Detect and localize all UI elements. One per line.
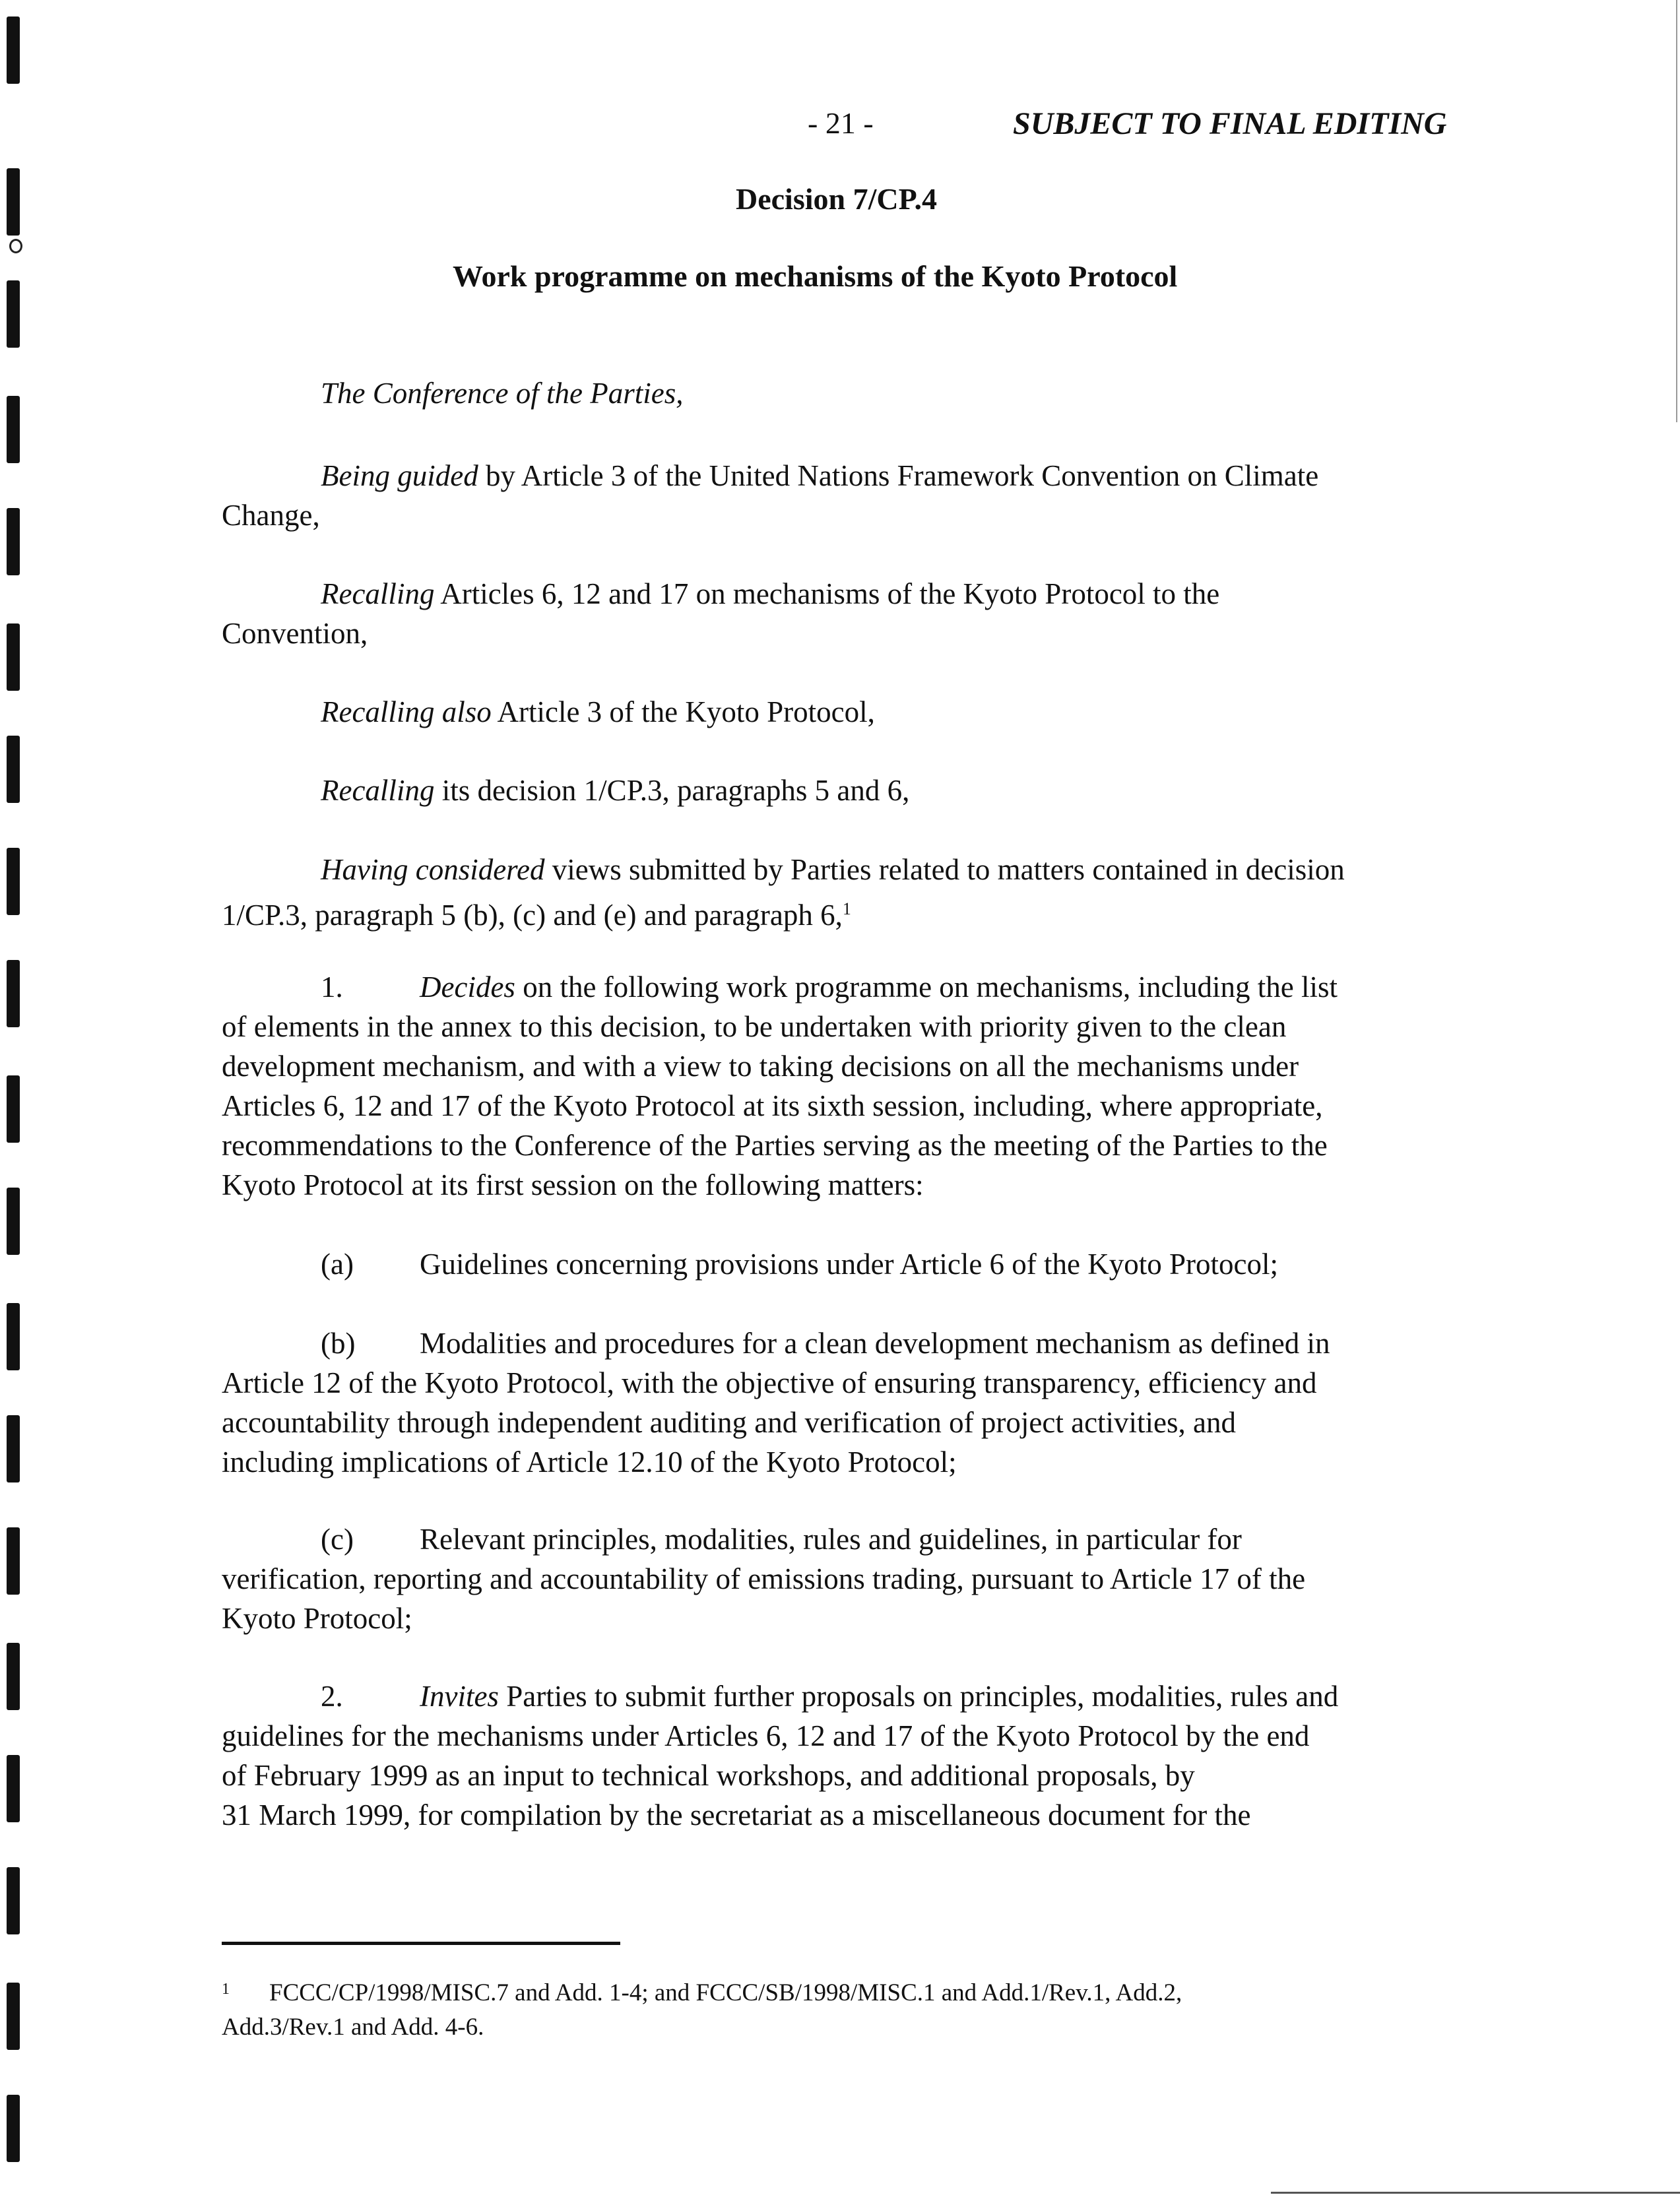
paragraph-text: Articles 6, 12 and 17 of the Kyoto Protocol at its sixth session, including, where appropriate, [222, 1089, 1323, 1122]
paragraph-number: 2. [321, 1680, 343, 1713]
paragraph-text: Article 3 of the Kyoto Protocol, [491, 695, 875, 728]
preamble-text: The Conference of the Parties, [321, 377, 684, 410]
binder-mark [7, 2095, 20, 2162]
emphasis-text: Recalling [321, 577, 435, 610]
binder-mark [7, 1075, 20, 1143]
editing-status: SUBJECT TO FINAL EDITING [1013, 106, 1447, 141]
paragraph-text: Relevant principles, modalities, rules and guidelines, in particular for [420, 1523, 1242, 1556]
paragraph-text: Convention, [222, 617, 368, 650]
footnote-text: FCCC/CP/1998/MISC.7 and Add. 1-4; and FCCC/SB/1998/MISC.1 and Add.1/Rev.1, Add.2, [269, 1979, 1182, 2006]
paragraph-text: its decision 1/CP.3, paragraphs 5 and 6, [434, 774, 910, 807]
document-title: Work programme on mechanisms of the Kyoto Protocol [453, 259, 1178, 293]
paragraph-number: 1. [321, 971, 343, 1004]
paragraph-text: guidelines for the mechanisms under Articles 6, 12 and 17 of the Kyoto Protocol by the end [222, 1719, 1310, 1752]
page-edge-line [1676, 0, 1677, 422]
emphasis-text: Having considered [321, 853, 545, 886]
paragraph-text: Articles 6, 12 and 17 on mechanisms of the Kyoto Protocol to the [434, 577, 1220, 610]
binder-mark [7, 16, 20, 84]
paragraph-text: Change, [222, 499, 320, 532]
paragraph-text: Kyoto Protocol; [222, 1602, 412, 1635]
binder-mark [7, 1527, 20, 1595]
list-item-c [222, 1519, 1469, 1638]
preamble-paragraph [222, 771, 1469, 810]
decision-heading: Decision 7/CP.4 [736, 182, 937, 216]
paragraph-text: Kyoto Protocol at its first session on the following matters: [222, 1168, 924, 1201]
preamble-paragraph [222, 692, 1469, 732]
item-label: (b) [321, 1327, 356, 1360]
binder-mark [7, 623, 20, 691]
operative-paragraph-2 [222, 1676, 1469, 1835]
paragraph-text: Guidelines concerning provisions under Article 6 of the Kyoto Protocol; [420, 1248, 1279, 1281]
binder-mark [7, 848, 20, 915]
paragraph-text: development mechanism, and with a view to taking decisions on all the mechanisms under [222, 1050, 1299, 1083]
paragraph-text: accountability through independent auditing and verification of project activities, and [222, 1406, 1237, 1439]
binder-mark [7, 1983, 20, 2050]
paragraph-text: 1/CP.3, paragraph 5 (b), (c) and (e) and paragraph 6, [222, 899, 843, 932]
preamble-paragraph [222, 850, 1469, 935]
paragraph-text: of elements in the annex to this decision, to be undertaken with priority given to the clean [222, 1010, 1287, 1043]
emphasis-text: Decides [420, 971, 515, 1004]
binder-mark [7, 736, 20, 803]
paragraph-text: on the following work programme on mechanisms, including the list [515, 971, 1338, 1004]
scan-bottom-line [1271, 2192, 1680, 2194]
paragraph-text: Parties to submit further proposals on principles, modalities, rules and [498, 1680, 1339, 1713]
operative-paragraph-1 [222, 967, 1469, 1205]
paragraph-text: Article 12 of the Kyoto Protocol, with the objective of ensuring transparency, efficiency and [222, 1366, 1317, 1399]
binder-mark [7, 508, 20, 575]
footnote-reference: 1 [842, 899, 851, 918]
paragraph-text: by Article 3 of the United Nations Framework Convention on Climate [478, 459, 1319, 492]
binder-mark [7, 1643, 20, 1710]
paragraph-text: of February 1999 as an input to technical workshops, and additional proposals, by [222, 1759, 1195, 1792]
footnote-separator [222, 1942, 620, 1945]
binder-mark [7, 960, 20, 1027]
binder-mark [7, 1867, 20, 1934]
emphasis-text: Recalling [321, 774, 435, 807]
emphasis-text: Being guided [321, 459, 478, 492]
item-label: (a) [321, 1248, 354, 1281]
paragraph-text: Modalities and procedures for a clean development mechanism as defined in [420, 1327, 1330, 1360]
binder-mark [7, 1188, 20, 1255]
binder-mark [7, 280, 20, 348]
emphasis-text: Invites [420, 1680, 499, 1713]
emphasis-text: Recalling also [321, 695, 492, 728]
footnote-text: Add.3/Rev.1 and Add. 4-6. [222, 2014, 484, 2041]
binder-mark [7, 396, 20, 463]
binder-mark [7, 168, 20, 236]
binder-mark [7, 1415, 20, 1482]
item-label: (c) [321, 1523, 354, 1556]
binder-mark [7, 1755, 20, 1822]
paragraph-text: verification, reporting and accountability of emissions trading, pursuant to Article 17 of the [222, 1562, 1306, 1595]
list-item-a [222, 1244, 1469, 1284]
list-item-b [222, 1323, 1469, 1482]
page-number: - 21 - [808, 106, 874, 140]
scan-speck [9, 239, 22, 253]
paragraph-text: views submitted by Parties related to matters contained in decision [544, 853, 1345, 886]
footnote-mark: 1 [222, 1981, 230, 1998]
preamble-paragraph [222, 456, 1469, 535]
preamble-paragraph [222, 373, 1469, 413]
paragraph-text: 31 March 1999, for compilation by the secretariat as a miscellaneous document for the [222, 1799, 1251, 1832]
binder-mark [7, 1303, 20, 1370]
paragraph-text: including implications of Article 12.10 of the Kyoto Protocol; [222, 1446, 957, 1479]
footnote [222, 1976, 1182, 2045]
preamble-paragraph [222, 574, 1469, 653]
paragraph-text: recommendations to the Conference of the Parties serving as the meeting of the Parties to the [222, 1129, 1328, 1162]
